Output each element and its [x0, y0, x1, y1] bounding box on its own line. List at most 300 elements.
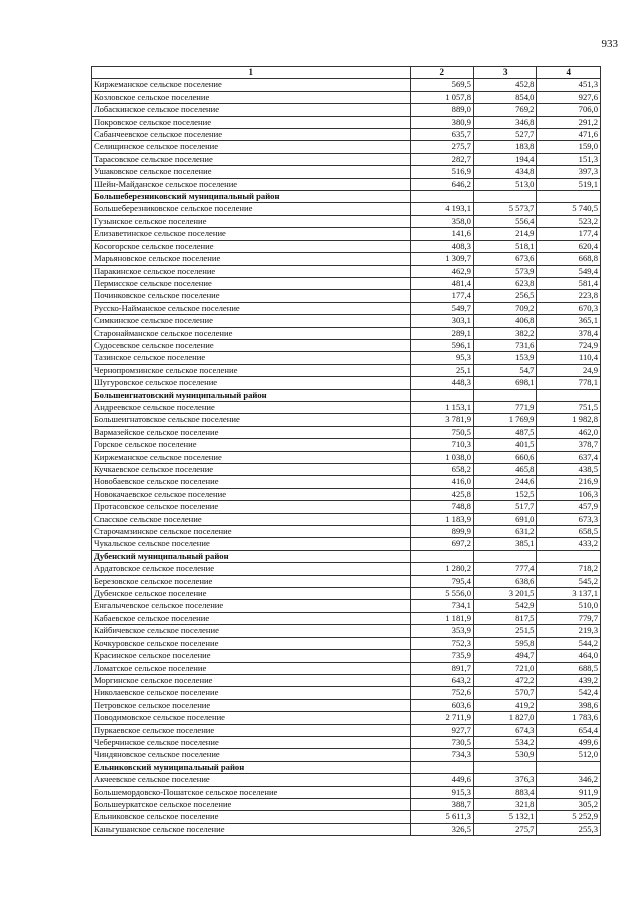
settlement-name: Киржеманское сельское поселение — [92, 79, 411, 91]
table-row — [92, 240, 601, 252]
value-col-2: 795,4 — [410, 575, 473, 587]
value-col-2: 927,7 — [410, 724, 473, 736]
value-col-3: 518,1 — [473, 240, 536, 252]
value-col-4: 151,3 — [537, 153, 601, 165]
value-col-4: 1 783,6 — [537, 712, 601, 724]
table-row — [92, 129, 601, 141]
settlement-name: Починковское сельское поселение — [92, 290, 411, 302]
value-col-3: 494,7 — [473, 650, 536, 662]
value-col-4: 688,5 — [537, 662, 601, 674]
value-col-3: 385,1 — [473, 538, 536, 550]
settlement-name: Вармазейское сельское поселение — [92, 426, 411, 438]
value-col-3: 54,7 — [473, 364, 536, 376]
value-col-4: 291,2 — [537, 116, 601, 128]
value-col-3: 487,5 — [473, 426, 536, 438]
value-col-2: 596,1 — [410, 339, 473, 351]
value-col-2: 380,9 — [410, 116, 473, 128]
value-col-2: 1 153,1 — [410, 401, 473, 413]
settlement-name: Новобаевское сельское поселение — [92, 476, 411, 488]
value-col-2: 388,7 — [410, 798, 473, 810]
settlement-name: Акчеевское сельское поселение — [92, 774, 411, 786]
value-col-4: 510,0 — [537, 600, 601, 612]
settlement-name: Гузынское сельское поселение — [92, 215, 411, 227]
value-col-3: 530,9 — [473, 749, 536, 761]
value-col-2: 915,3 — [410, 786, 473, 798]
settlement-name: Андреевское сельское поселение — [92, 401, 411, 413]
value-col-3: 465,8 — [473, 464, 536, 476]
settlement-name: Красинское сельское поселение — [92, 650, 411, 662]
value-col-2: 3 781,9 — [410, 414, 473, 426]
value-col-3: 183,8 — [473, 141, 536, 153]
value-col-4: 637,4 — [537, 451, 601, 463]
table-row — [92, 265, 601, 277]
value-col-2: 646,2 — [410, 178, 473, 190]
value-col-2 — [410, 761, 473, 773]
settlement-name: Большеберезниковское сельское поселение — [92, 203, 411, 215]
value-col-3: 376,3 — [473, 774, 536, 786]
settlement-name: Тазинское сельское поселение — [92, 352, 411, 364]
value-col-4: 365,1 — [537, 315, 601, 327]
table-row — [92, 798, 601, 810]
table-row — [92, 736, 601, 748]
value-col-4: 110,4 — [537, 352, 601, 364]
value-col-4: 549,4 — [537, 265, 601, 277]
settlement-name: Шугуровское сельское поселение — [92, 377, 411, 389]
value-col-2: 658,2 — [410, 464, 473, 476]
value-col-3: 1 769,9 — [473, 414, 536, 426]
table-row — [92, 724, 601, 736]
value-col-3: 406,8 — [473, 315, 536, 327]
value-col-4: 581,4 — [537, 277, 601, 289]
settlement-name: Сабанчеевское сельское поселение — [92, 129, 411, 141]
value-col-3: 214,9 — [473, 228, 536, 240]
value-col-4: 718,2 — [537, 563, 601, 575]
value-col-4: 378,7 — [537, 439, 601, 451]
value-col-4: 223,8 — [537, 290, 601, 302]
value-col-3: 817,5 — [473, 612, 536, 624]
value-col-2: 734,3 — [410, 749, 473, 761]
settlement-name: Поводимовское сельское поселение — [92, 712, 411, 724]
value-col-2: 25,1 — [410, 364, 473, 376]
value-col-3: 251,5 — [473, 625, 536, 637]
settlement-name: Ельниковское сельское поселение — [92, 811, 411, 823]
value-col-2: 643,2 — [410, 674, 473, 686]
value-col-3: 883,4 — [473, 786, 536, 798]
table-row — [92, 811, 601, 823]
value-col-4: 305,2 — [537, 798, 601, 810]
value-col-3: 631,2 — [473, 526, 536, 538]
value-col-2: 891,7 — [410, 662, 473, 674]
value-col-4: 670,3 — [537, 302, 601, 314]
table-row — [92, 116, 601, 128]
value-col-4: 911,9 — [537, 786, 601, 798]
settlement-name: Большеуркатское сельское поселение — [92, 798, 411, 810]
value-col-4: 523,2 — [537, 215, 601, 227]
table-row — [92, 588, 601, 600]
value-col-2: 5 556,0 — [410, 588, 473, 600]
value-col-3: 275,7 — [473, 823, 536, 835]
value-col-4: 219,3 — [537, 625, 601, 637]
value-col-4: 457,9 — [537, 501, 601, 513]
value-col-3: 321,8 — [473, 798, 536, 810]
value-col-3: 527,7 — [473, 129, 536, 141]
value-col-3: 256,5 — [473, 290, 536, 302]
value-col-3: 152,5 — [473, 488, 536, 500]
value-col-4: 512,0 — [537, 749, 601, 761]
value-col-3: 771,9 — [473, 401, 536, 413]
value-col-2 — [410, 191, 473, 203]
value-col-3: 731,6 — [473, 339, 536, 351]
column-header-3: 3 — [473, 67, 536, 79]
table-row — [92, 501, 601, 513]
table-row — [92, 401, 601, 413]
value-col-4: 438,5 — [537, 464, 601, 476]
table-row — [92, 575, 601, 587]
value-col-3: 623,8 — [473, 277, 536, 289]
settlement-name: Енгалычевское сельское поселение — [92, 600, 411, 612]
settlement-name: Чернопромзинское сельское поселение — [92, 364, 411, 376]
settlement-name: Тарасовское сельское поселение — [92, 153, 411, 165]
settlement-name: Ардатовское сельское поселение — [92, 563, 411, 575]
table-row — [92, 253, 601, 265]
value-col-2: 481,4 — [410, 277, 473, 289]
table-row — [92, 426, 601, 438]
value-col-2: 748,8 — [410, 501, 473, 513]
value-col-2: 326,5 — [410, 823, 473, 835]
district-header-row — [92, 761, 601, 773]
district-header-row — [92, 389, 601, 401]
table-header-row — [92, 67, 601, 79]
settlement-name: Петровское сельское поселение — [92, 699, 411, 711]
value-col-4: 433,2 — [537, 538, 601, 550]
value-col-2: 4 193,1 — [410, 203, 473, 215]
value-col-4: 439,2 — [537, 674, 601, 686]
table-row — [92, 464, 601, 476]
value-col-2: 569,5 — [410, 79, 473, 91]
value-col-2: 177,4 — [410, 290, 473, 302]
district-name: Дубенский муниципальный район — [92, 550, 411, 562]
value-col-2: 730,5 — [410, 736, 473, 748]
settlement-name: Киржеманское сельское поселение — [92, 451, 411, 463]
value-col-4: 451,3 — [537, 79, 601, 91]
value-col-2: 516,9 — [410, 166, 473, 178]
table-row — [92, 439, 601, 451]
value-col-3: 472,2 — [473, 674, 536, 686]
value-col-3: 573,9 — [473, 265, 536, 277]
value-col-4: 1 982,8 — [537, 414, 601, 426]
value-col-4: 24,9 — [537, 364, 601, 376]
value-col-3: 194,4 — [473, 153, 536, 165]
value-col-3: 698,1 — [473, 377, 536, 389]
value-col-3: 5 573,7 — [473, 203, 536, 215]
value-col-2: 5 611,3 — [410, 811, 473, 823]
value-col-4: 3 137,1 — [537, 588, 601, 600]
settlement-name: Большеигнатовское сельское поселение — [92, 414, 411, 426]
value-col-2: 697,2 — [410, 538, 473, 550]
table-row — [92, 674, 601, 686]
value-col-3: 638,6 — [473, 575, 536, 587]
district-header-row — [92, 191, 601, 203]
table-row — [92, 563, 601, 575]
value-col-4: 927,6 — [537, 91, 601, 103]
table-row — [92, 526, 601, 538]
value-col-4: 398,6 — [537, 699, 601, 711]
value-col-4: 499,6 — [537, 736, 601, 748]
value-col-2: 710,3 — [410, 439, 473, 451]
table-row — [92, 203, 601, 215]
page-number: 933 — [601, 38, 618, 50]
table-row — [92, 774, 601, 786]
settlement-name: Кабаевское сельское поселение — [92, 612, 411, 624]
value-col-4: 658,5 — [537, 526, 601, 538]
value-col-2: 141,6 — [410, 228, 473, 240]
value-col-3 — [473, 761, 536, 773]
value-col-4 — [537, 191, 601, 203]
settlement-name: Марьяновское сельское поселение — [92, 253, 411, 265]
value-col-3: 153,9 — [473, 352, 536, 364]
value-col-2: 752,6 — [410, 687, 473, 699]
settlement-name: Старонайманское сельское поселение — [92, 327, 411, 339]
value-col-2: 750,5 — [410, 426, 473, 438]
settlement-name: Кайбичевское сельское поселение — [92, 625, 411, 637]
settlement-name: Судосевское сельское поселение — [92, 339, 411, 351]
value-col-3: 769,2 — [473, 104, 536, 116]
value-col-2: 899,9 — [410, 526, 473, 538]
value-col-4: 106,3 — [537, 488, 601, 500]
table-row — [92, 488, 601, 500]
value-col-3: 1 827,0 — [473, 712, 536, 724]
table-row — [92, 364, 601, 376]
value-col-2: 275,7 — [410, 141, 473, 153]
value-col-3: 434,8 — [473, 166, 536, 178]
value-col-3 — [473, 550, 536, 562]
settlement-name: Чукальское сельское поселение — [92, 538, 411, 550]
settlement-name: Николаевское сельское поселение — [92, 687, 411, 699]
settlement-name: Горское сельское поселение — [92, 439, 411, 451]
settlement-name: Пермисское сельское поселение — [92, 277, 411, 289]
value-col-2: 95,3 — [410, 352, 473, 364]
table-row — [92, 315, 601, 327]
value-col-4 — [537, 761, 601, 773]
settlement-name: Пуркаевское сельское поселение — [92, 724, 411, 736]
table-row — [92, 625, 601, 637]
table-row — [92, 712, 601, 724]
table-row — [92, 339, 601, 351]
value-col-4: 751,5 — [537, 401, 601, 413]
table-row — [92, 327, 601, 339]
value-col-2: 1 309,7 — [410, 253, 473, 265]
value-col-2: 603,6 — [410, 699, 473, 711]
value-col-2: 425,8 — [410, 488, 473, 500]
settlement-name: Новокачаевское сельское поселение — [92, 488, 411, 500]
table-body — [92, 79, 601, 836]
settlement-name: Козловское сельское поселение — [92, 91, 411, 103]
value-col-4: 5 252,9 — [537, 811, 601, 823]
value-col-3: 854,0 — [473, 91, 536, 103]
value-col-3: 401,5 — [473, 439, 536, 451]
table-row — [92, 538, 601, 550]
table-row — [92, 513, 601, 525]
value-col-3: 674,3 — [473, 724, 536, 736]
value-col-3: 570,7 — [473, 687, 536, 699]
value-col-2: 2 711,9 — [410, 712, 473, 724]
settlement-name: Покровское сельское поселение — [92, 116, 411, 128]
table-row — [92, 215, 601, 227]
settlement-name: Русско-Найманское сельское поселение — [92, 302, 411, 314]
table-row — [92, 91, 601, 103]
value-col-3: 534,2 — [473, 736, 536, 748]
table-row — [92, 277, 601, 289]
district-name: Ельниковский муниципальный район — [92, 761, 411, 773]
budget-table — [91, 66, 601, 836]
district-name: Большеигнатовский муниципальный район — [92, 389, 411, 401]
value-col-4: 216,9 — [537, 476, 601, 488]
value-col-4: 462,0 — [537, 426, 601, 438]
value-col-4: 471,6 — [537, 129, 601, 141]
settlement-name: Паракинское сельское поселение — [92, 265, 411, 277]
value-col-2: 734,1 — [410, 600, 473, 612]
value-col-2 — [410, 550, 473, 562]
value-col-3 — [473, 389, 536, 401]
table-row — [92, 650, 601, 662]
value-col-3: 244,6 — [473, 476, 536, 488]
value-col-4: 545,2 — [537, 575, 601, 587]
table-row — [92, 166, 601, 178]
table-row — [92, 451, 601, 463]
table-row — [92, 749, 601, 761]
value-col-3: 419,2 — [473, 699, 536, 711]
value-col-4: 724,9 — [537, 339, 601, 351]
district-header-row — [92, 550, 601, 562]
value-col-4: 255,3 — [537, 823, 601, 835]
value-col-2: 735,9 — [410, 650, 473, 662]
value-col-2: 303,1 — [410, 315, 473, 327]
value-col-2: 449,6 — [410, 774, 473, 786]
table-row — [92, 141, 601, 153]
value-col-3: 777,4 — [473, 563, 536, 575]
value-col-2: 358,0 — [410, 215, 473, 227]
settlement-name: Кучкаевское сельское поселение — [92, 464, 411, 476]
settlement-name: Селищинское сельское поселение — [92, 141, 411, 153]
value-col-4: 5 740,5 — [537, 203, 601, 215]
table-row — [92, 476, 601, 488]
value-col-2 — [410, 389, 473, 401]
value-col-4: 779,7 — [537, 612, 601, 624]
table-row — [92, 823, 601, 835]
value-col-2: 448,3 — [410, 377, 473, 389]
settlement-name: Кочкуровское сельское поселение — [92, 637, 411, 649]
value-col-2: 408,3 — [410, 240, 473, 252]
value-col-4: 397,3 — [537, 166, 601, 178]
column-header-2: 2 — [410, 67, 473, 79]
value-col-3: 709,2 — [473, 302, 536, 314]
settlement-name: Косогорское сельское поселение — [92, 240, 411, 252]
district-name: Большеберезниковский муниципальный район — [92, 191, 411, 203]
table-row — [92, 600, 601, 612]
value-col-4: 778,1 — [537, 377, 601, 389]
settlement-name: Симкинское сельское поселение — [92, 315, 411, 327]
settlement-name: Большемордовско-Пошатское сельское поселение — [92, 786, 411, 798]
value-col-4: 673,3 — [537, 513, 601, 525]
value-col-4 — [537, 389, 601, 401]
table-row — [92, 228, 601, 240]
settlement-name: Спасское сельское поселение — [92, 513, 411, 525]
table-row — [92, 178, 601, 190]
table-row — [92, 79, 601, 91]
table-row — [92, 352, 601, 364]
table-row — [92, 699, 601, 711]
value-col-2: 353,9 — [410, 625, 473, 637]
value-col-4: 346,2 — [537, 774, 601, 786]
settlement-name: Ушаковское сельское поселение — [92, 166, 411, 178]
column-header-1: 1 — [92, 67, 411, 79]
value-col-2: 416,0 — [410, 476, 473, 488]
value-col-3: 691,0 — [473, 513, 536, 525]
settlement-name: Елизаветинское сельское поселение — [92, 228, 411, 240]
table-row — [92, 414, 601, 426]
settlement-name: Ломатское сельское поселение — [92, 662, 411, 674]
value-col-4: 378,4 — [537, 327, 601, 339]
table-row — [92, 302, 601, 314]
settlement-name: Чеберчинское сельское поселение — [92, 736, 411, 748]
value-col-3: 721,0 — [473, 662, 536, 674]
value-col-2: 1 280,2 — [410, 563, 473, 575]
settlement-name: Березовское сельское поселение — [92, 575, 411, 587]
value-col-2: 1 183,9 — [410, 513, 473, 525]
settlement-name: Протасовское сельское поселение — [92, 501, 411, 513]
value-col-2: 752,3 — [410, 637, 473, 649]
value-col-2: 635,7 — [410, 129, 473, 141]
value-col-2: 1 038,0 — [410, 451, 473, 463]
column-header-4: 4 — [537, 67, 601, 79]
value-col-3: 452,8 — [473, 79, 536, 91]
value-col-4: 668,8 — [537, 253, 601, 265]
value-col-4: 464,0 — [537, 650, 601, 662]
table-row — [92, 104, 601, 116]
value-col-4: 544,2 — [537, 637, 601, 649]
value-col-3 — [473, 191, 536, 203]
settlement-name: Каньгушанское сельское поселение — [92, 823, 411, 835]
value-col-3: 542,9 — [473, 600, 536, 612]
value-col-3: 556,4 — [473, 215, 536, 227]
value-col-4 — [537, 550, 601, 562]
value-col-2: 549,7 — [410, 302, 473, 314]
settlement-name: Шейн-Майданское сельское поселение — [92, 178, 411, 190]
table-row — [92, 637, 601, 649]
value-col-4: 519,1 — [537, 178, 601, 190]
value-col-3: 5 132,1 — [473, 811, 536, 823]
value-col-2: 282,7 — [410, 153, 473, 165]
value-col-3: 673,6 — [473, 253, 536, 265]
value-col-2: 462,9 — [410, 265, 473, 277]
table-row — [92, 662, 601, 674]
value-col-3: 660,6 — [473, 451, 536, 463]
value-col-2: 1 057,8 — [410, 91, 473, 103]
table-row — [92, 786, 601, 798]
settlement-name: Лобаскинское сельское поселение — [92, 104, 411, 116]
value-col-3: 3 201,5 — [473, 588, 536, 600]
value-col-3: 513,0 — [473, 178, 536, 190]
table-row — [92, 290, 601, 302]
table-row — [92, 377, 601, 389]
value-col-2: 889,0 — [410, 104, 473, 116]
value-col-3: 346,8 — [473, 116, 536, 128]
table-row — [92, 687, 601, 699]
value-col-3: 382,2 — [473, 327, 536, 339]
value-col-2: 1 181,9 — [410, 612, 473, 624]
settlement-name: Моргинское сельское поселение — [92, 674, 411, 686]
value-col-4: 159,0 — [537, 141, 601, 153]
